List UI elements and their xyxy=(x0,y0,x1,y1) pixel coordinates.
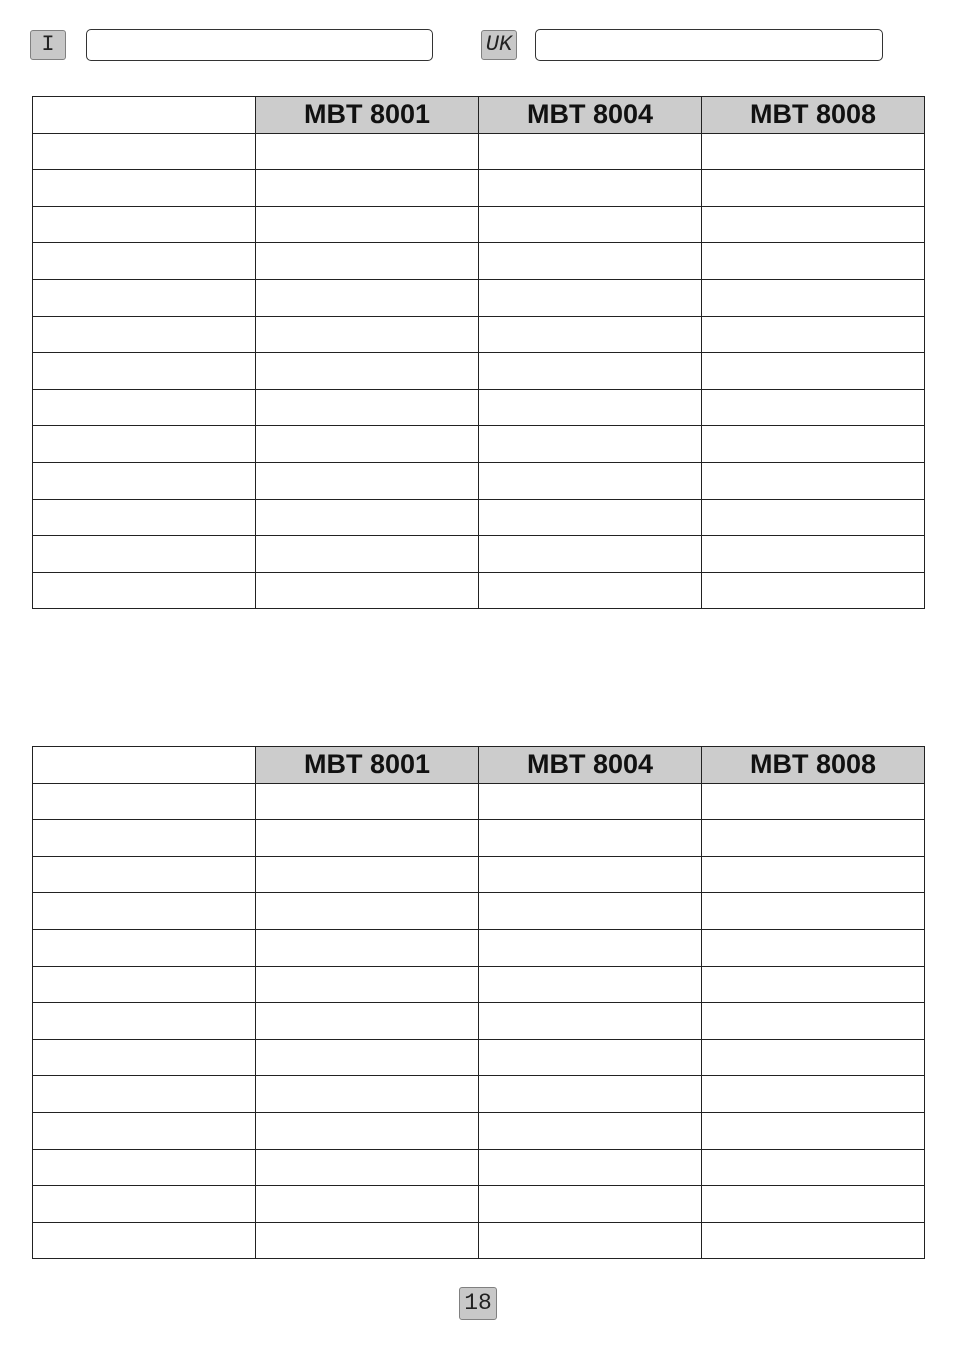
table-cell xyxy=(256,243,479,280)
table-cell xyxy=(702,1149,925,1186)
table-cell xyxy=(256,783,479,820)
table-cell xyxy=(479,1222,702,1259)
table-row xyxy=(33,1112,925,1149)
table-cell xyxy=(256,462,479,499)
spec-table-top xyxy=(32,96,925,609)
table-cell xyxy=(479,243,702,280)
table-cell xyxy=(479,206,702,243)
table-cell xyxy=(479,353,702,390)
table-row xyxy=(33,893,925,930)
table-cell xyxy=(33,783,256,820)
header-cell-mbt-8004: MBT 8004 xyxy=(479,747,702,784)
table-row xyxy=(33,243,925,280)
table-cell xyxy=(33,856,256,893)
table-row xyxy=(33,966,925,1003)
table-cell xyxy=(702,536,925,573)
table-cell xyxy=(479,426,702,463)
header-cell-blank xyxy=(33,747,256,784)
table-cell xyxy=(702,1112,925,1149)
table-cell xyxy=(33,572,256,609)
table-cell xyxy=(33,499,256,536)
table-cell xyxy=(33,1186,256,1223)
table-cell xyxy=(33,1222,256,1259)
table-cell xyxy=(33,316,256,353)
table-row xyxy=(33,572,925,609)
table-cell xyxy=(256,820,479,857)
table-row xyxy=(33,1039,925,1076)
table-cell xyxy=(256,1222,479,1259)
table-cell xyxy=(702,316,925,353)
table-cell xyxy=(702,133,925,170)
table-cell xyxy=(702,279,925,316)
table-cell xyxy=(702,572,925,609)
table-cell xyxy=(256,206,479,243)
table-cell xyxy=(33,536,256,573)
table-cell xyxy=(256,316,479,353)
table-cell xyxy=(479,170,702,207)
header-cell-blank xyxy=(33,97,256,134)
table-cell xyxy=(702,966,925,1003)
table-row xyxy=(33,426,925,463)
table-cell xyxy=(33,820,256,857)
table-cell xyxy=(33,279,256,316)
table-row xyxy=(33,499,925,536)
table-cell xyxy=(702,929,925,966)
table-cell xyxy=(702,856,925,893)
table-header-row xyxy=(33,97,925,134)
table-cell xyxy=(479,389,702,426)
table-cell xyxy=(256,893,479,930)
table-cell xyxy=(256,133,479,170)
table-row xyxy=(33,820,925,857)
table-cell xyxy=(479,316,702,353)
table-cell xyxy=(702,243,925,280)
table-row xyxy=(33,206,925,243)
table-cell xyxy=(479,133,702,170)
table-row xyxy=(33,1076,925,1113)
table-row xyxy=(33,389,925,426)
table-cell xyxy=(702,462,925,499)
table-row xyxy=(33,133,925,170)
table-row xyxy=(33,929,925,966)
table-cell xyxy=(479,783,702,820)
spec-table-bottom xyxy=(32,746,925,1259)
language-tag-i: I xyxy=(30,30,66,60)
page-number: 18 xyxy=(459,1287,497,1320)
title-field-i xyxy=(86,29,433,61)
table-cell xyxy=(256,966,479,1003)
table-cell xyxy=(702,353,925,390)
table-row xyxy=(33,316,925,353)
header-cell-mbt-8008: MBT 8008 xyxy=(702,97,925,134)
table-cell xyxy=(256,353,479,390)
table-cell xyxy=(33,966,256,1003)
table-cell xyxy=(256,1149,479,1186)
table-row xyxy=(33,170,925,207)
table-cell xyxy=(702,1186,925,1223)
table-cell xyxy=(33,929,256,966)
header-cell-mbt-8001: MBT 8001 xyxy=(256,747,479,784)
table-cell xyxy=(479,462,702,499)
table-cell xyxy=(33,389,256,426)
table-cell xyxy=(479,572,702,609)
table-cell xyxy=(33,893,256,930)
table-cell xyxy=(256,572,479,609)
table-cell xyxy=(33,353,256,390)
table-cell xyxy=(33,1149,256,1186)
table-cell xyxy=(256,1003,479,1040)
table-row xyxy=(33,1186,925,1223)
table-cell xyxy=(702,389,925,426)
table-cell xyxy=(479,929,702,966)
table-cell xyxy=(256,499,479,536)
table-cell xyxy=(479,1003,702,1040)
table-cell xyxy=(702,170,925,207)
table-cell xyxy=(702,499,925,536)
table-cell xyxy=(479,1039,702,1076)
table-cell xyxy=(702,820,925,857)
table-cell xyxy=(256,929,479,966)
table-row xyxy=(33,856,925,893)
table-cell xyxy=(479,893,702,930)
table-row xyxy=(33,1149,925,1186)
table-cell xyxy=(256,279,479,316)
table-cell xyxy=(479,279,702,316)
table-cell xyxy=(479,1149,702,1186)
header-cell-mbt-8008: MBT 8008 xyxy=(702,747,925,784)
table-row xyxy=(33,279,925,316)
table-cell xyxy=(33,1039,256,1076)
table-cell xyxy=(702,1039,925,1076)
table-cell xyxy=(256,536,479,573)
table-cell xyxy=(702,206,925,243)
table-cell xyxy=(256,1112,479,1149)
table-cell xyxy=(256,426,479,463)
table-cell xyxy=(256,1039,479,1076)
table-cell xyxy=(33,1003,256,1040)
table-cell xyxy=(479,856,702,893)
table-cell xyxy=(256,1076,479,1113)
table-cell xyxy=(702,783,925,820)
table-row xyxy=(33,783,925,820)
table-cell xyxy=(702,893,925,930)
table-cell xyxy=(702,1076,925,1113)
table-cell xyxy=(256,1186,479,1223)
title-field-uk xyxy=(535,29,883,61)
table-cell xyxy=(33,462,256,499)
table-cell xyxy=(479,1076,702,1113)
table-row xyxy=(33,462,925,499)
table-cell xyxy=(33,206,256,243)
table-cell xyxy=(33,1112,256,1149)
table-cell xyxy=(33,133,256,170)
table-cell xyxy=(479,1112,702,1149)
table-cell xyxy=(33,170,256,207)
table-row xyxy=(33,1222,925,1259)
header-cell-mbt-8004: MBT 8004 xyxy=(479,97,702,134)
table-cell xyxy=(479,499,702,536)
table-cell xyxy=(479,966,702,1003)
table-row xyxy=(33,1003,925,1040)
table-cell xyxy=(702,1003,925,1040)
table-cell xyxy=(33,1076,256,1113)
table-cell xyxy=(33,426,256,463)
table-cell xyxy=(256,170,479,207)
table-row xyxy=(33,536,925,573)
table-header-row xyxy=(33,747,925,784)
table-cell xyxy=(479,536,702,573)
table-cell xyxy=(256,389,479,426)
table-cell xyxy=(33,243,256,280)
table-cell xyxy=(479,820,702,857)
language-tag-uk: UK xyxy=(481,30,517,60)
header-cell-mbt-8001: MBT 8001 xyxy=(256,97,479,134)
table-cell xyxy=(702,1222,925,1259)
table-cell xyxy=(479,1186,702,1223)
table-row xyxy=(33,353,925,390)
table-cell xyxy=(256,856,479,893)
table-cell xyxy=(702,426,925,463)
